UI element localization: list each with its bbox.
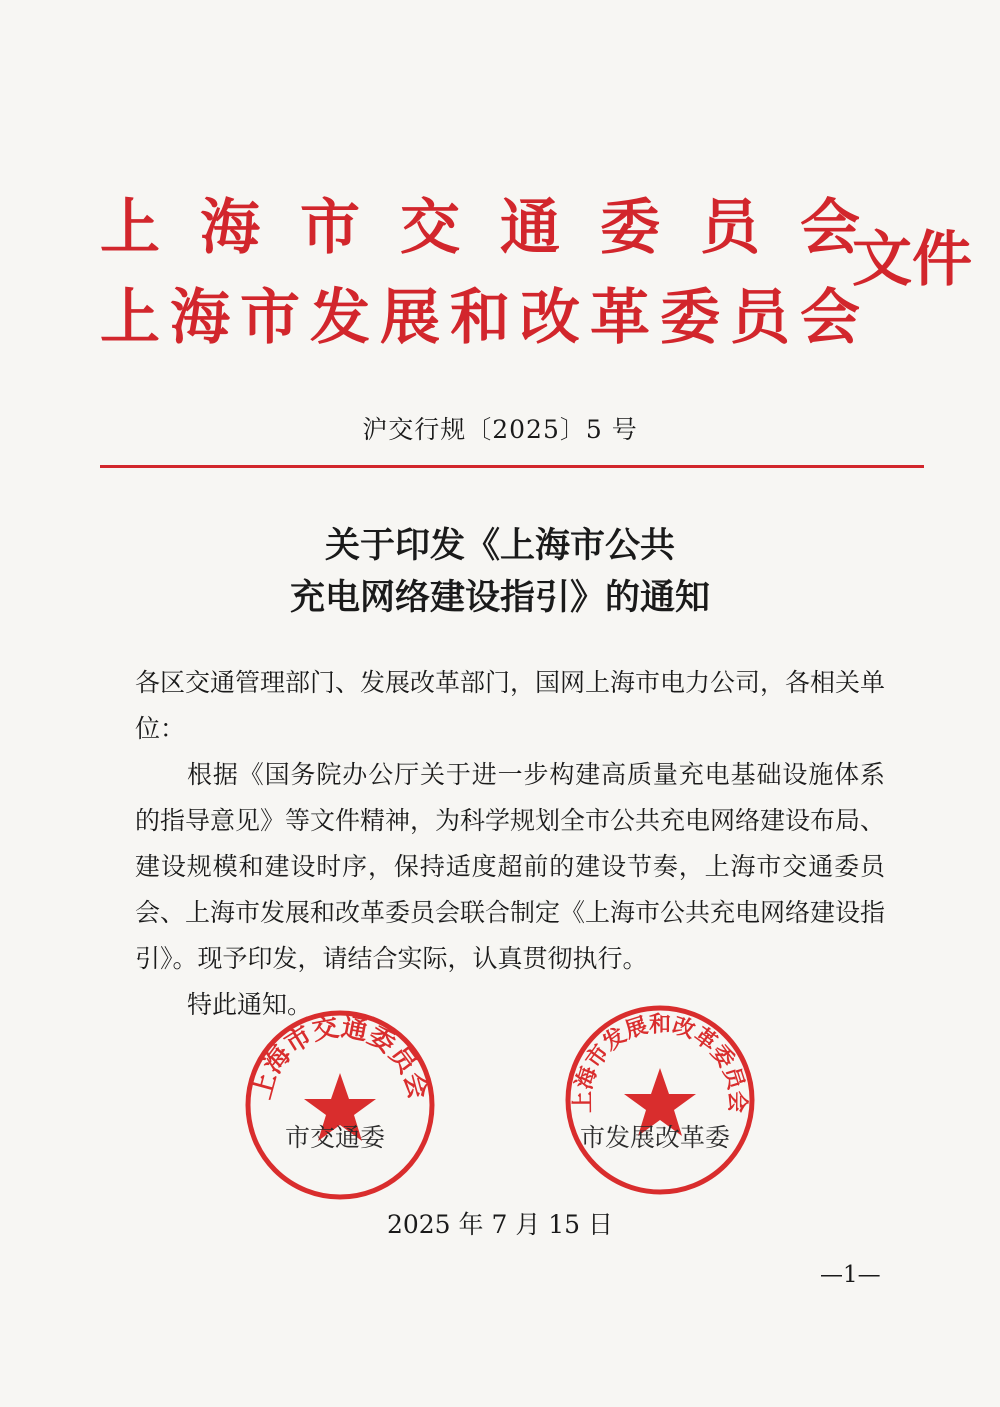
document-title bbox=[0, 520, 1000, 624]
salutation: 各区交通管理部门、发展改革部门，国网上海市电力公司，各相关单位： bbox=[135, 668, 886, 743]
issuer-char: 会 bbox=[800, 283, 860, 353]
document-body bbox=[135, 660, 885, 1028]
issuer-char: 海 bbox=[200, 193, 260, 263]
body-paragraph: 根据《国务院办公厅关于进一步构建高质量充电基础设施体系的指导意见》等文件精神，为科学规划全市公共充电网络建设布局、建设规模和建设时序，保持适度超前的建设节奏，上海市交通委员会、上海市发展和改革委员会联合制定《上海市公共充电网络建设指引》。现予印发，请结合实际，认真贯彻执行。 bbox=[135, 760, 886, 973]
closing-line: 特此通知。 bbox=[187, 990, 313, 1019]
page-number: —1— bbox=[820, 1262, 881, 1288]
issuer-char: 委 bbox=[660, 283, 720, 353]
issuer-char: 员 bbox=[700, 193, 760, 263]
issue-date: 2025 年 7 月 15 日 bbox=[386, 1210, 614, 1239]
issuer-char: 和 bbox=[450, 283, 510, 353]
issuer-char: 海 bbox=[170, 283, 230, 353]
doc-type-label: 文件 bbox=[852, 225, 972, 295]
issuer-line-1 bbox=[100, 188, 860, 268]
seal-text: 上海市交通委员会 bbox=[246, 1012, 434, 1103]
issuer-char: 交 bbox=[400, 193, 460, 263]
title-line-2: 充电网络建设指引》的通知 bbox=[289, 577, 710, 618]
issuer-char: 上 bbox=[100, 283, 160, 353]
issuer-char: 发 bbox=[310, 283, 370, 353]
issuer-char: 委 bbox=[600, 193, 660, 263]
seal-text: 上海市发展和改革委员会 bbox=[570, 1012, 750, 1113]
issuer-header bbox=[100, 188, 860, 358]
issuer-char: 改 bbox=[520, 283, 580, 353]
issuer-char: 革 bbox=[590, 283, 650, 353]
issuer-char: 市 bbox=[240, 283, 300, 353]
issuer-char: 员 bbox=[730, 283, 790, 353]
red-divider bbox=[100, 465, 924, 468]
official-seal-transport bbox=[240, 1005, 440, 1205]
title-line-1: 关于印发《上海市公共 bbox=[324, 525, 675, 566]
issuer-char: 展 bbox=[380, 283, 440, 353]
issuer-line-2 bbox=[100, 278, 860, 358]
issuer-char: 通 bbox=[500, 193, 560, 263]
official-seal-ndrc bbox=[560, 1000, 760, 1200]
issuer-char: 市 bbox=[300, 193, 360, 263]
issuer-char: 上 bbox=[100, 193, 160, 263]
issuer-char: 会 bbox=[800, 193, 860, 263]
document-number: 沪交行规〔2025〕5 号 bbox=[362, 415, 638, 444]
signer-label: 市发展改革委 bbox=[580, 1123, 731, 1152]
signer-label: 市交通委 bbox=[285, 1123, 386, 1152]
